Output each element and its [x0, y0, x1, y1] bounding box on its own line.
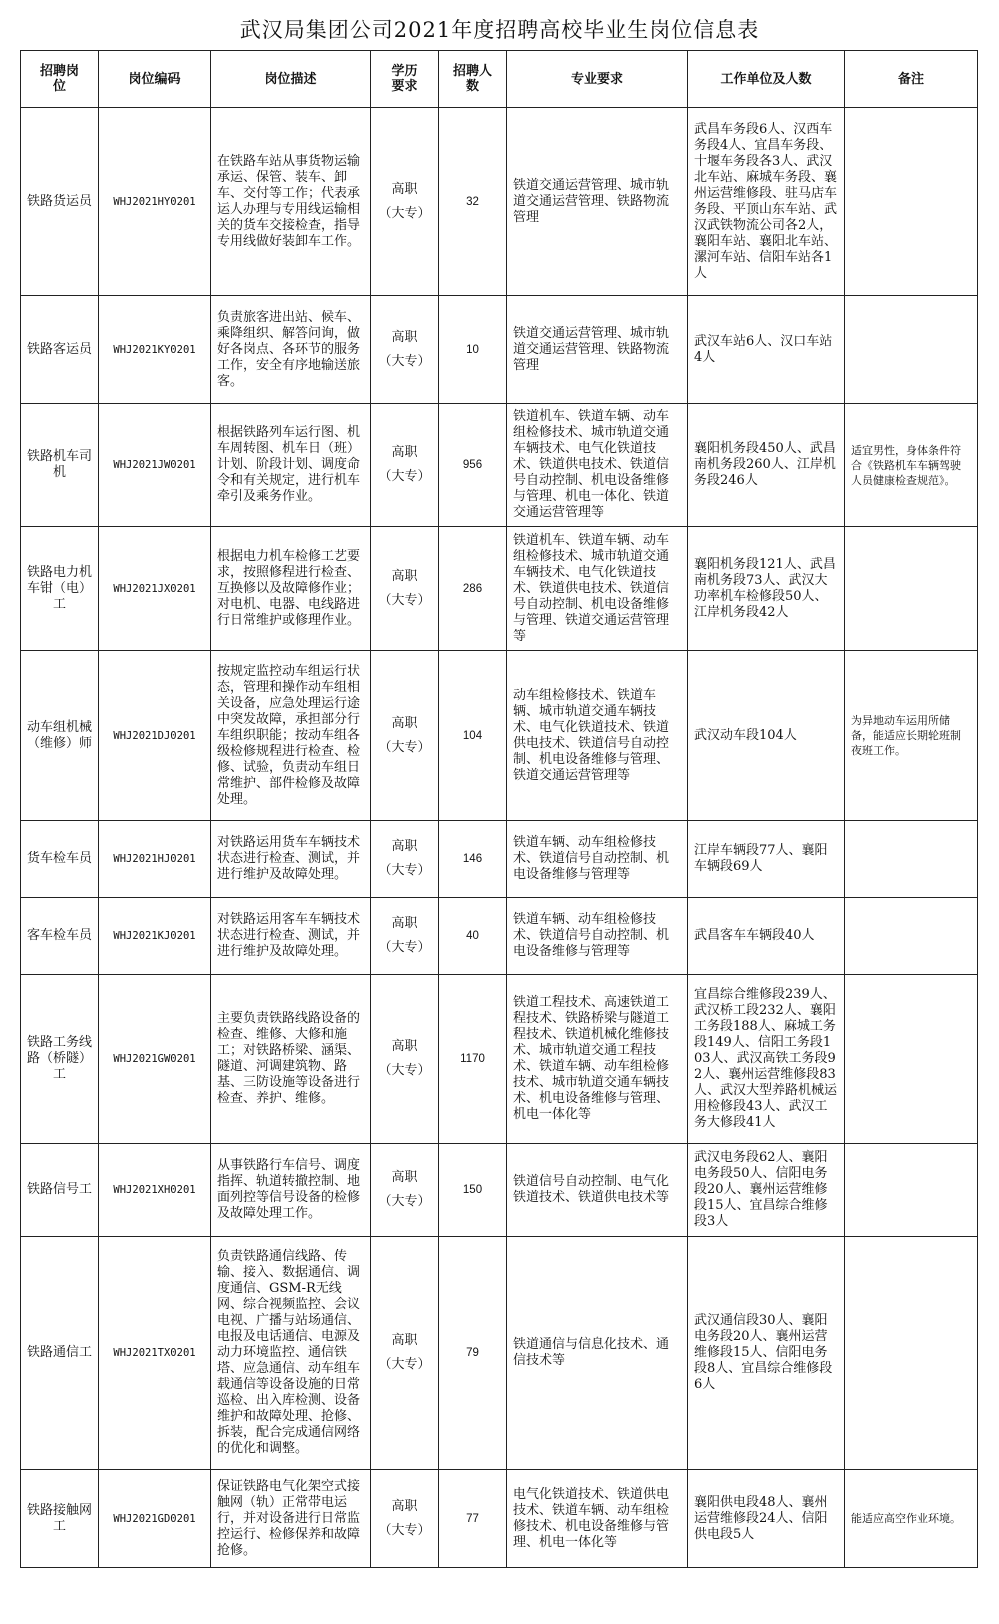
note-cell	[845, 975, 978, 1144]
desc-cell: 根据铁路列车运行图、机车周转图、机车日（班）计划、阶段计划、调度命令和有关规定，进行机车牵引及乘务作业。	[211, 404, 371, 527]
note-cell: 为异地动车运用所储备，能适应长期轮班制夜班工作。	[845, 651, 978, 821]
edu-cell	[371, 527, 439, 651]
desc-cell: 从事铁路行车信号、调度指挥、轨道转撤控制、地面列控等信号设备的检修及故障处理工作。	[211, 1144, 371, 1237]
desc-cell: 负责旅客进出站、候车、乘降组织、解答问询，做好各岗点、各环节的服务工作，安全有序地输送旅客。	[211, 296, 371, 404]
note-cell	[845, 898, 978, 975]
major-cell: 电气化铁道技术、铁道供电技术、铁道车辆、动车组检修技术、机电设备维修与管理、机电一体化等	[507, 1470, 688, 1568]
edu-level-note: （大专）	[378, 739, 431, 755]
page-title: 武汉局集团公司2021年度招聘高校毕业生岗位信息表	[239, 18, 760, 42]
edu-level: 高职	[391, 1333, 418, 1348]
major-cell: 铁道车辆、动车组检修技术、铁道信号自动控制、机电设备维修与管理等	[507, 821, 688, 898]
edu-cell	[371, 651, 439, 821]
post-cell: 铁路机车司机	[21, 404, 99, 527]
unit-cell: 武昌车务段6人、汉西车务段4人、宜昌车务段、十堰车务段各3人、武汉北车站、麻城车务段、襄州运营维修段、驻马店车务段、平顶山东车站、武汉武铁物流公司各2人，襄阳车站、襄阳北车站、漯河车站、信阳车站各1人	[688, 108, 845, 296]
edu-level: 高职	[391, 1498, 418, 1514]
desc-cell: 根据电力机车检修工艺要求，按照修程进行检查、互换修以及故障修作业；对电机、电器、电线路进行日常维护或修理作业。	[211, 527, 371, 651]
major-cell: 铁道车辆、动车组检修技术、铁道信号自动控制、机电设备维修与管理等	[507, 898, 688, 975]
table-row	[21, 975, 978, 1144]
job-info-table	[20, 50, 978, 1568]
note-cell	[845, 296, 978, 404]
edu-cell	[371, 404, 439, 527]
edu-level-note: （大专）	[378, 1063, 431, 1078]
table-row	[21, 821, 978, 898]
desc-cell: 主要负责铁路线路设备的检查、维修、大修和施工；对铁路桥梁、涵渠、隧道、河调建筑物、路基、三防设施等设备进行检查、养护、维修。	[211, 975, 371, 1144]
post-cell: 铁路电力机车钳（电）工	[21, 527, 99, 651]
edu-level: 高职	[391, 715, 418, 731]
post-cell: 客车检车员	[21, 898, 99, 975]
num-cell: 32	[439, 108, 507, 296]
edu-level: 高职	[391, 445, 418, 460]
table-row	[21, 651, 978, 821]
num-cell: 79	[439, 1237, 507, 1470]
post-cell: 货车检车员	[21, 821, 99, 898]
header-unit: 工作单位及人数	[688, 51, 845, 108]
desc-cell: 对铁路运用客车车辆技术状态进行检查、测试，并进行维护及故障处理。	[211, 898, 371, 975]
post-cell: 铁路接触网工	[21, 1470, 99, 1568]
edu-cell	[371, 1470, 439, 1568]
code-cell: WHJ2021KJ0201	[99, 898, 211, 975]
major-cell: 铁道通信与信息化技术、通信技术等	[507, 1237, 688, 1470]
num-cell: 104	[439, 651, 507, 821]
major-cell: 铁道交通运营管理、城市轨道交通运营管理、铁路物流管理	[507, 296, 688, 404]
major-cell: 动车组检修技术、铁道车辆、城市轨道交通车辆技术、电气化铁道技术、铁道供电技术、铁道信号自动控制、机电设备维修与管理、铁道交通运营管理等	[507, 651, 688, 821]
post-cell: 铁路客运员	[21, 296, 99, 404]
post-cell: 铁路通信工	[21, 1237, 99, 1470]
unit-cell: 武汉动车段104人	[688, 651, 845, 821]
edu-level-note: （大专）	[378, 592, 431, 608]
unit-cell: 襄阳机务段121人、武昌南机务段73人、武汉大功率机车检修段50人、江岸机务段42人	[688, 527, 845, 651]
code-cell: WHJ2021HJ0201	[99, 821, 211, 898]
note-cell: 能适应高空作业环境。	[845, 1470, 978, 1568]
num-cell: 1170	[439, 975, 507, 1144]
major-cell: 铁道机车、铁道车辆、动车组检修技术、城市轨道交通车辆技术、电气化铁道技术、铁道供电技术、铁道信号自动控制、机电设备维修与管理、铁道交通运营管理等	[507, 527, 688, 651]
edu-level-note: （大专）	[378, 1357, 431, 1372]
unit-cell: 武汉车站6人、汉口车站4人	[688, 296, 845, 404]
desc-cell: 按规定监控动车组运行状态，管理和操作动车组相关设备，应急处理运行途中突发故障，承担部分行车组织职能；按动车组各级检修规程进行检查、检修、试验，负责动车组日常维护、部件检修及故障处理。	[211, 651, 371, 821]
note-cell	[845, 108, 978, 296]
note-cell: 适宜男性，身体条件符合《铁路机车车辆驾驶人员健康检查规范》。	[845, 404, 978, 527]
edu-level-note: （大专）	[378, 940, 431, 955]
header-row	[21, 51, 978, 108]
header-desc: 岗位描述	[211, 51, 371, 108]
desc-cell: 负责铁路通信线路、传输、接入、数据通信、调度通信、GSM-R无线网、综合视频监控、会议电视、广播与站场通信、电报及电话通信、电源及动力环境监控、通信铁塔、应急通信、动车组车载通信等设备设施的日常巡检、出入库检测、设备维护和故障处理、抢修、拆装，配合完成通信网络的优化和调整。	[211, 1237, 371, 1470]
edu-cell	[371, 108, 439, 296]
note-cell	[845, 527, 978, 651]
table-row	[21, 108, 978, 296]
header-edu: 学历要求	[371, 51, 439, 108]
major-cell: 铁道交通运营管理、城市轨道交通运营管理、铁路物流管理	[507, 108, 688, 296]
edu-cell	[371, 1144, 439, 1237]
edu-cell	[371, 296, 439, 404]
table-row	[21, 1237, 978, 1470]
edu-level-note: （大专）	[378, 205, 431, 221]
major-cell: 铁道工程技术、高速铁道工程技术、铁路桥梁与隧道工程技术、铁道机械化维修技术、城市轨道交通工程技术、铁道车辆、动车组检修技术、城市轨道交通车辆技术、机电设备维修与管理、机电一体化等	[507, 975, 688, 1144]
unit-cell: 宜昌综合维修段239人、武汉桥工段232人、襄阳工务段188人、麻城工务段149人、信阳工务段103人、武汉高铁工务段92人、襄州运营维修段83人、武汉大型养路机械运用检修段43人、武汉工务大修段41人	[688, 975, 845, 1144]
code-cell: WHJ2021TX0201	[99, 1237, 211, 1470]
code-cell: WHJ2021JX0201	[99, 527, 211, 651]
note-cell	[845, 1144, 978, 1237]
header-post: 招聘岗位	[21, 51, 99, 108]
edu-level-note: （大专）	[378, 863, 431, 878]
unit-cell: 武昌客车车辆段40人	[688, 898, 845, 975]
note-cell	[845, 821, 978, 898]
table-row	[21, 898, 978, 975]
unit-cell: 襄阳机务段450人、武昌南机务段260人、江岸机务段246人	[688, 404, 845, 527]
major-cell: 铁道信号自动控制、电气化铁道技术、铁道供电技术等	[507, 1144, 688, 1237]
code-cell: WHJ2021GD0201	[99, 1470, 211, 1568]
edu-level: 高职	[391, 916, 418, 931]
edu-level-note: （大专）	[378, 353, 431, 369]
num-cell: 77	[439, 1470, 507, 1568]
desc-cell: 对铁路运用货车车辆技术状态进行检查、测试，并进行维护及故障处理。	[211, 821, 371, 898]
note-cell	[845, 1237, 978, 1470]
edu-level-note: （大专）	[378, 1194, 431, 1209]
table-row	[21, 1470, 978, 1568]
post-cell: 铁路货运员	[21, 108, 99, 296]
code-cell: WHJ2021XH0201	[99, 1144, 211, 1237]
edu-level: 高职	[391, 181, 418, 197]
table-row	[21, 1144, 978, 1237]
code-cell: WHJ2021GW0201	[99, 975, 211, 1144]
code-cell: WHJ2021JW0201	[99, 404, 211, 527]
num-cell: 956	[439, 404, 507, 527]
num-cell: 150	[439, 1144, 507, 1237]
num-cell: 40	[439, 898, 507, 975]
num-cell: 286	[439, 527, 507, 651]
code-cell: WHJ2021HY0201	[99, 108, 211, 296]
unit-cell: 襄阳供电段48人、襄州运营维修段24人、信阳供电段5人	[688, 1470, 845, 1568]
table-row	[21, 296, 978, 404]
edu-cell	[371, 898, 439, 975]
edu-level: 高职	[391, 568, 418, 584]
unit-cell: 江岸车辆段77人、襄阳车辆段69人	[688, 821, 845, 898]
unit-cell: 武汉电务段62人、襄阳电务段50人、信阳电务段20人、襄州运营维修段15人、宜昌综合维修段3人	[688, 1144, 845, 1237]
num-cell: 10	[439, 296, 507, 404]
edu-level: 高职	[391, 839, 418, 854]
desc-cell: 在铁路车站从事货物运输承运、保管、装车、卸车、交付等工作；代表承运人办理与专用线运输相关的货车交接检查，指导专用线做好装卸车工作。	[211, 108, 371, 296]
table-row	[21, 527, 978, 651]
desc-cell: 保证铁路电气化架空式接触网（轨）正常带电运行，并对设备进行日常监控运行、检修保养和故障抢修。	[211, 1470, 371, 1568]
edu-level-note: （大专）	[378, 1522, 431, 1538]
code-cell: WHJ2021DJ0201	[99, 651, 211, 821]
edu-level: 高职	[391, 329, 418, 345]
table-row	[21, 404, 978, 527]
header-code: 岗位编码	[99, 51, 211, 108]
header-num: 招聘人数	[439, 51, 507, 108]
header-note: 备注	[845, 51, 978, 108]
code-cell: WHJ2021KY0201	[99, 296, 211, 404]
major-cell: 铁道机车、铁道车辆、动车组检修技术、城市轨道交通车辆技术、电气化铁道技术、铁道供电技术、铁道信号自动控制、机电设备维修与管理、机电一体化、铁道交通运营管理等	[507, 404, 688, 527]
unit-cell: 武汉通信段30人、襄阳电务段20人、襄州运营维修段15人、信阳电务段8人、宜昌综合维修段6人	[688, 1237, 845, 1470]
edu-cell	[371, 821, 439, 898]
num-cell: 146	[439, 821, 507, 898]
edu-level: 高职	[391, 1039, 418, 1054]
post-cell: 铁路信号工	[21, 1144, 99, 1237]
edu-cell	[371, 975, 439, 1144]
header-major: 专业要求	[507, 51, 688, 108]
edu-level-note: （大专）	[378, 469, 431, 484]
edu-level: 高职	[391, 1170, 418, 1185]
edu-cell	[371, 1237, 439, 1470]
post-cell: 铁路工务线路（桥隧）工	[21, 975, 99, 1144]
post-cell: 动车组机械（维修）师	[21, 651, 99, 821]
